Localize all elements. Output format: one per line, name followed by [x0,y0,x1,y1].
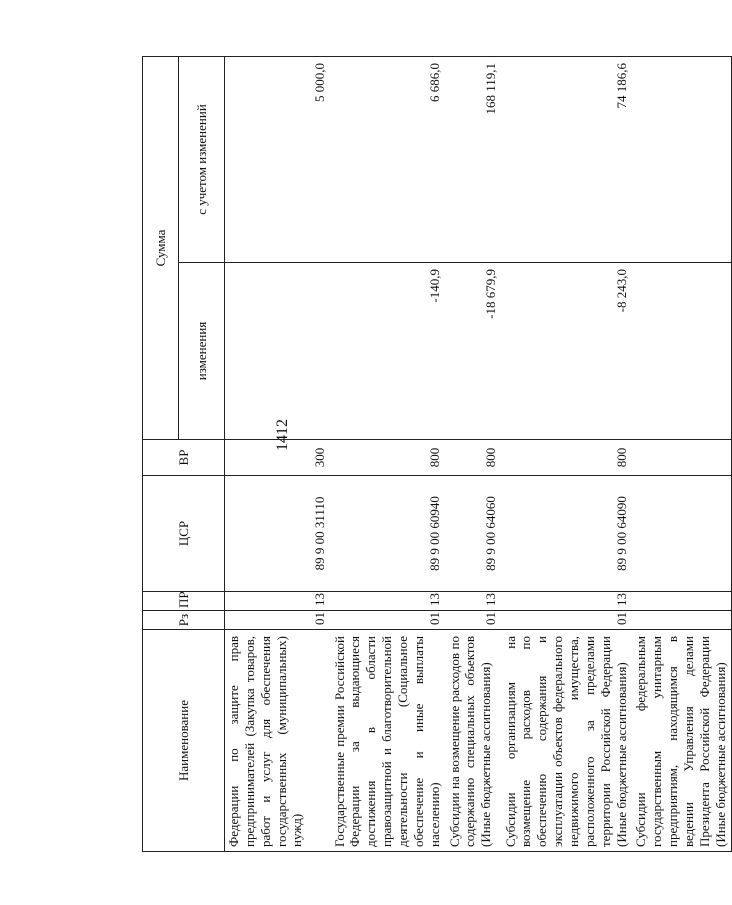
table-header [143,57,225,852]
row-rz: 01 [225,611,330,630]
row-rz: 01 [501,611,632,630]
row-pr [631,592,731,611]
row-csr: 89 9 00 64060 [445,476,501,592]
row-rz: 01 [445,611,501,630]
row-name: Субсидии федеральным государственным унитарным предприятиям, находящимся в ведении Управления делами Президента Российской Федерации (Иные бюджетные ассигнования) [631,630,731,852]
row-vr: 800 [445,440,501,476]
row-change: -140,9 [330,263,445,440]
row-rz [631,611,731,630]
row-with-changes: 74 186,6 [501,57,632,263]
table-row [445,57,501,852]
row-pr: 13 [445,592,501,611]
row-pr: 13 [501,592,632,611]
row-pr: 13 [330,592,445,611]
header-with-changes: с учетом изменений [179,57,225,263]
row-vr: 300 [225,440,330,476]
row-vr: 800 [330,440,445,476]
table-row [501,57,632,852]
page-number: 1412 [274,419,291,451]
rotated-table-container [142,57,728,852]
budget-table [142,56,732,852]
row-vr: 800 [501,440,632,476]
row-name: Субсидии на возмещение расходов по содержанию специальных объектов (Иные бюджетные ассигнования) [445,630,501,852]
row-csr [631,476,731,592]
row-change [631,263,731,440]
row-change: -8 243,0 [501,263,632,440]
row-name: Федерации по защите прав предпринимателей (Закупка товаров, работ и услуг для обеспечения государственных (муниципальных) нужд) [225,630,330,852]
header-name: Наименование [143,630,225,852]
table-row [631,57,731,852]
row-with-changes: 5 000,0 [225,57,330,263]
header-change: изменения [179,263,225,440]
row-with-changes: 6 686,0 [330,57,445,263]
row-csr: 89 9 00 31110 [225,476,330,592]
header-vr: ВР [143,440,225,476]
header-sum: Сумма [143,57,179,440]
table-row [330,57,445,852]
row-change: -18 679,9 [445,263,501,440]
row-name: Субсидии организациям на возмещение расходов по обеспечению содержания и эксплуатации объектов федерального недвижимого имущества, расположенного за пределами территории Российской Федерации (Иные бюджетные ассигнования) [501,630,632,852]
row-csr: 89 9 00 60940 [330,476,445,592]
header-csr: ЦСР [143,476,225,592]
row-pr: 13 [225,592,330,611]
header-rz: Рз [143,611,225,630]
row-with-changes [631,57,731,263]
row-rz: 01 [330,611,445,630]
table-body [225,57,732,852]
row-name: Государственные премии Российской Федерации за выдающиеся достижения в области правозащитной и благотворительной деятельности (Социальное обеспечение и иные выплаты населению) [330,630,445,852]
row-with-changes: 168 119,1 [445,57,501,263]
table-row [225,57,330,852]
header-pr: ПР [143,592,225,611]
row-vr [631,440,731,476]
row-csr: 89 9 00 64090 [501,476,632,592]
row-change [225,263,330,440]
